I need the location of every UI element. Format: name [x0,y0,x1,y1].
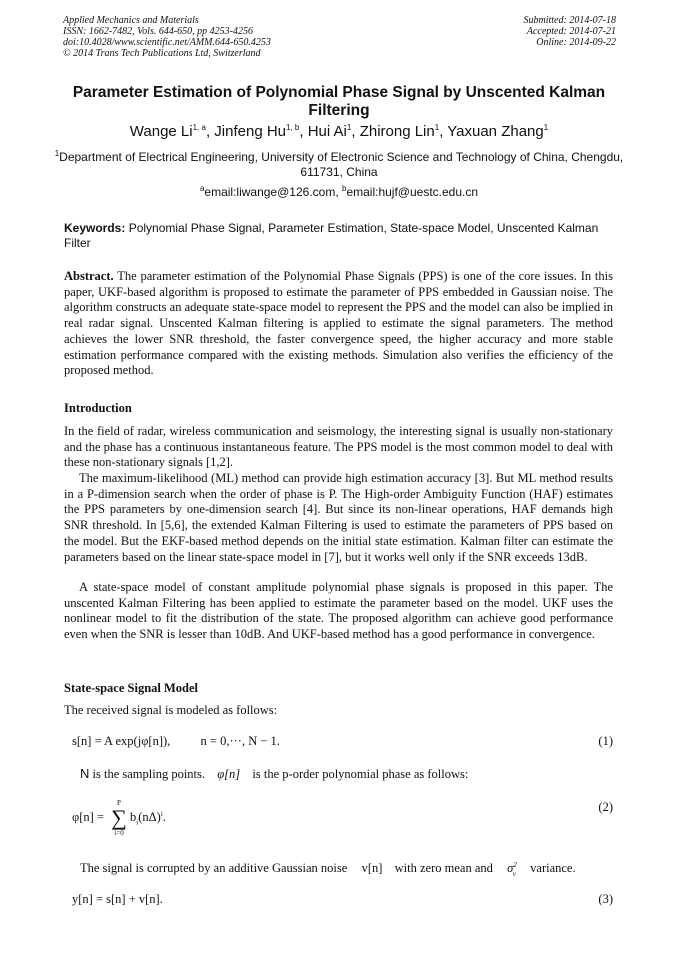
equation-1-number: (1) [598,734,613,748]
journal-doi: doi:10.4028/www.scientific.net/AMM.644-650.4253 [63,37,271,48]
model-intro: The received signal is modeled as follows: [64,703,278,717]
equation-3-number: (3) [598,892,613,906]
coef-sup: i [160,809,163,818]
sigma-sup: 2 [513,860,517,869]
model-text-noise [80,861,576,878]
author-name: Hui Ai [307,123,347,140]
affiliation [40,150,638,180]
intro-paragraph: In the field of radar, wireless communication and seismology, the interesting signal is usually non-stationary and the phase has a continuous instantaneous feature. The PPS model is the most common model to deal with these non-stationary signals [1,2]. [64,424,613,470]
intro-paragraph: A state-space model of constant amplitude polynomial phase signals is proposed in this paper. The unscented Kalman Filtering has been applied to estimate the parameter based on the model. UKF uses the nonlinear model to fit the distribution of the state. The proposed algorithm can achieve good performance even when the SNR is lesser than 10dB. And UKF-based method has a good performance in convergence. [64,580,613,642]
keywords-label: Keywords: [64,221,126,235]
author-sup: 1 [543,123,549,132]
keywords [64,221,604,250]
equation-3: y[n] = s[n] + v[n]. [72,892,163,906]
email-link[interactable]: email:liwange@126.com [204,185,336,199]
email-sup: b [342,184,347,193]
abstract [64,269,613,379]
model-text-part: variance. [530,861,576,875]
equation-2-sum [109,799,129,837]
section-heading-introduction: Introduction [64,401,132,415]
journal-header-left [63,15,271,59]
sigma-sub: v [512,869,516,878]
equation-1 [72,734,280,749]
author-sup: 1 [434,123,440,132]
abstract-label: Abstract. [64,269,114,283]
keywords-text: Polynomial Phase Signal, Parameter Estimation, State-space Model, Unscented Kalman Filter [64,221,599,250]
email-link[interactable]: email:hujf@uestc.edu.cn [346,185,479,199]
affiliation-text: Department of Electrical Engineering, University of Electronic Science and Technology of China, Chengdu, 611731, China [59,150,624,179]
accepted-date: Accepted: 2014-07-21 [526,26,616,37]
model-text-sampling [80,766,468,782]
symbol-phi-n: φ[n] [217,767,241,781]
author-list: Wange Li$^{1, a}$, Jinfeng Hu$^{1, b}$, Hui Ai$^1$, Zhirong Lin$^1$, Yaxuan Zhang$^1$ [129,123,549,140]
email-line: $^a$email:liwange@126.com, $^b$email:hujf@uestc.edu.cn [199,184,479,199]
sum-upper-limit: P [117,799,121,807]
equation-2-lhs: φ[n] = [72,810,104,824]
author-name: Yaxuan Zhang [447,123,544,140]
intro-paragraph: The maximum-likelihood (ML) method can provide high estimation accuracy [3]. But ML method results in a P-dimension search when the order of phase is P. The High-order Ambiguity Function (HAF) estimates the PPS parameters by one-dimension search [4]. But since its non-linear operations, HAF demands high SNR threshold. In [5,6], the extended Kalman Filtering is used to estimate the parameters of PPS based on the model. But the EKF-based method depends on the initial state estimation. Kalman filter can estimate the parameters based on the linear state-space model in [7], but it works well only if the SNR exceeds 13dB. [64,471,613,564]
author-sup: 1, b [286,123,300,132]
section-heading-model: State-space Signal Model [64,681,199,695]
author-name: Jinfeng Hu [214,123,287,140]
sigma-glyph: σ [507,861,514,875]
model-text-part: is the p-order polynomial phase as follows: [252,767,469,781]
symbol-v-n: v[n] [361,861,383,875]
author-sup: 1, a [192,123,206,132]
online-date: Online: 2014-09-22 [536,37,616,48]
journal-copyright: © 2014 Trans Tech Publications Ltd, Switzerland [63,48,261,59]
author-sup: 1 [346,123,352,132]
paper-title: Parameter Estimation of Polynomial Phase Signal by Unscented Kalman Filtering [72,84,606,119]
sum-sign: ∑ [111,805,127,830]
model-text-part: with zero mean and [394,861,493,875]
model-text-part: is the sampling points. [92,767,206,781]
author-name: Wange Li [129,123,193,140]
equation-2-body [130,810,166,827]
equation-1-lhs: s[n] = A exp(jφ[n]), [72,734,171,748]
coef-rest: (nΔ) [138,810,161,824]
equation-2-number: (2) [598,800,613,814]
submitted-date: Submitted: 2014-07-18 [523,15,616,26]
equation-2-end: . [162,810,166,824]
equation-1-range: n = 0,···, N − 1. [200,734,280,748]
coef-b: b [130,810,137,824]
coef-sub: i [136,818,139,827]
email-sup: a [199,184,205,193]
abstract-text: The parameter estimation of the Polynomial Phase Signals (PPS) is one of the core issues. In this paper, UKF-based algorithm is proposed to estimate the parameter of PPS embedded in Gaussian noise. The algorithm constructs an adequate state-space model to represent the PPS and the model can also be implied in real radar signal. Unscented Kalman filtering is applied to estimate the signal parameters. The method achieves the lower SNR threshold, the faster convergence speed, the higher accuracy and more stable estimation performance compared with the existing methods. Simulation also verifies the efficiency of the proposed method. [64,269,613,378]
journal-issn: ISSN: 1662-7482, Vols. 644-650, pp 4253-4256 [63,26,253,37]
author-name: Zhirong Lin [359,123,435,140]
sum-lower-limit: i=0 [114,829,124,837]
affiliation-sup: 1 [54,149,60,158]
journal-header-right [524,15,617,48]
journal-name: Applied Mechanics and Materials [63,15,199,26]
model-text-part: The signal is corrupted by an additive Gaussian noise [80,861,348,875]
symbol-N: N [80,766,90,781]
symbol-sigma [507,860,517,878]
